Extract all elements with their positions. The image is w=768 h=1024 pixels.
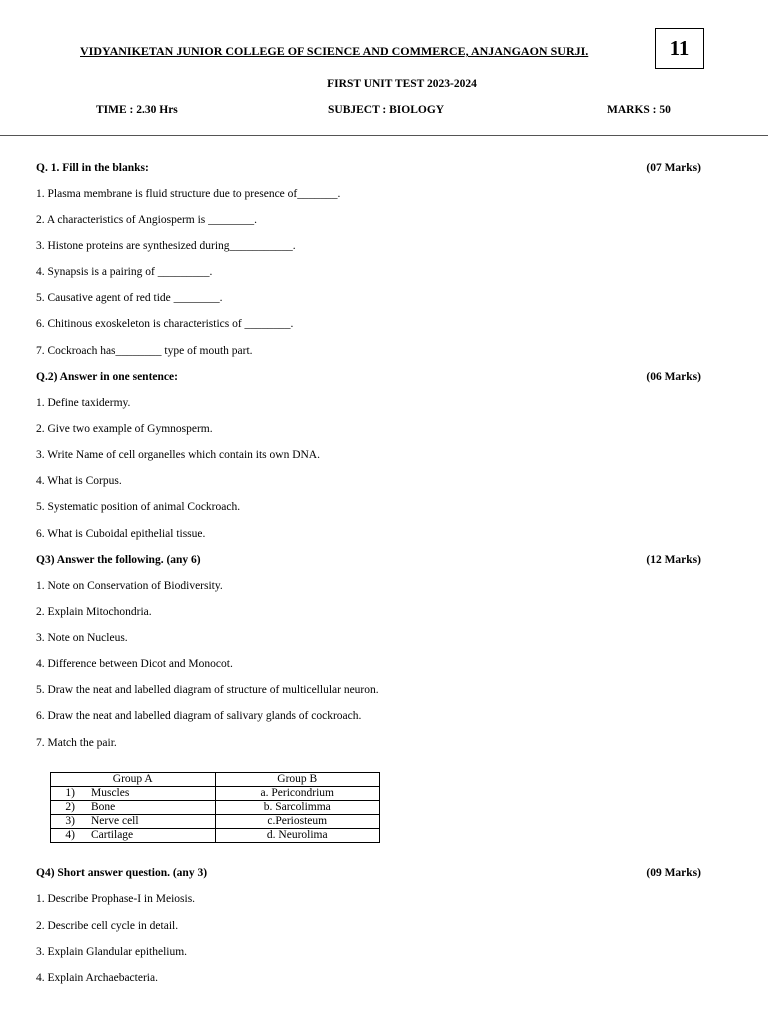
class-number-box: 11 — [655, 28, 704, 69]
q3-item: 1. Note on Conservation of Biodiversity. — [36, 580, 223, 592]
table-row — [51, 801, 380, 815]
q2-item: 4. What is Corpus. — [36, 475, 122, 487]
group-b-cell: c.Periosteum — [215, 815, 380, 829]
group-b-cell: a. Pericondrium — [215, 787, 380, 801]
table-row — [51, 815, 380, 829]
group-b-cell: b. Sarcolimma — [215, 801, 380, 815]
q3-item: 4. Difference between Dicot and Monocot. — [36, 658, 233, 670]
exam-marks: MARKS : 50 — [607, 104, 671, 116]
table-header-row — [51, 773, 380, 787]
q2-item: 2. Give two example of Gymnosperm. — [36, 423, 213, 435]
group-a-cell — [51, 815, 216, 829]
q1-item: 1. Plasma membrane is fluid structure due to presence of_______. — [36, 188, 341, 200]
row-number: 2) — [65, 801, 75, 813]
q1-item: 2. A characteristics of Angiosperm is ________. — [36, 214, 258, 226]
row-number: 1) — [65, 787, 75, 799]
match-the-pair-table — [50, 772, 380, 843]
exam-subject: SUBJECT : BIOLOGY — [328, 104, 445, 116]
q1-title: Q. 1. Fill in the blanks: — [36, 162, 149, 174]
q4-item: 3. Explain Glandular epithelium. — [36, 946, 188, 958]
q3-item: 2. Explain Mitochondria. — [36, 606, 152, 618]
q1-item: 5. Causative agent of red tide ________. — [36, 292, 223, 304]
group-a-text: Bone — [91, 801, 116, 813]
q4-item: 2. Describe cell cycle in detail. — [36, 920, 179, 932]
q1-marks: (07 Marks) — [646, 162, 701, 174]
q1-item: 6. Chitinous exoskeleton is characteristics of ________. — [36, 318, 294, 330]
q1-item: 4. Synapsis is a pairing of _________. — [36, 266, 213, 278]
exam-time: TIME : 2.30 Hrs — [96, 104, 178, 116]
q3-heading — [36, 554, 701, 566]
group-a-cell — [51, 829, 216, 843]
table-row — [51, 787, 380, 801]
q2-marks: (06 Marks) — [646, 371, 701, 383]
q3-marks: (12 Marks) — [646, 554, 701, 566]
q2-item: 6. What is Cuboidal epithelial tissue. — [36, 528, 206, 540]
q3-item: 5. Draw the neat and labelled diagram of structure of multicellular neuron. — [36, 684, 379, 696]
q2-item: 1. Define taxidermy. — [36, 397, 131, 409]
row-number: 3) — [65, 815, 75, 827]
group-b-header: Group B — [215, 773, 380, 787]
q4-item: 4. Explain Archaebacteria. — [36, 972, 158, 984]
college-name: VIDYANIKETAN JUNIOR COLLEGE OF SCIENCE AND COMMERCE, ANJANGAON SURJI. — [80, 44, 589, 58]
group-a-cell — [51, 787, 216, 801]
q2-item: 5. Systematic position of animal Cockroach. — [36, 501, 241, 513]
q4-heading — [36, 867, 701, 879]
q1-item: 7. Cockroach has________ type of mouth part. — [36, 345, 253, 357]
group-a-text: Muscles — [91, 787, 130, 799]
q3-item: 6. Draw the neat and labelled diagram of salivary glands of cockroach. — [36, 710, 362, 722]
q4-title: Q4) Short answer question. (any 3) — [36, 867, 208, 879]
q2-heading — [36, 371, 701, 383]
group-a-cell — [51, 801, 216, 815]
q1-item: 3. Histone proteins are synthesized during___________. — [36, 240, 296, 252]
row-number: 4) — [65, 829, 75, 841]
q2-title: Q.2) Answer in one sentence: — [36, 371, 178, 383]
q1-heading — [36, 162, 701, 174]
header-divider — [0, 135, 768, 136]
group-a-text: Nerve cell — [91, 815, 139, 827]
group-b-cell: d. Neurolima — [215, 829, 380, 843]
q3-item: 3. Note on Nucleus. — [36, 632, 128, 644]
q3-title: Q3) Answer the following. (any 6) — [36, 554, 201, 566]
group-a-text: Cartilage — [91, 829, 134, 841]
q4-item: 1. Describe Prophase-I in Meiosis. — [36, 893, 196, 905]
q4-marks: (09 Marks) — [646, 867, 701, 879]
table-row — [51, 829, 380, 843]
group-a-header: Group A — [51, 773, 216, 787]
test-title: FIRST UNIT TEST 2023-2024 — [327, 78, 477, 90]
q2-item: 3. Write Name of cell organelles which contain its own DNA. — [36, 449, 320, 461]
q3-item: 7. Match the pair. — [36, 737, 117, 749]
